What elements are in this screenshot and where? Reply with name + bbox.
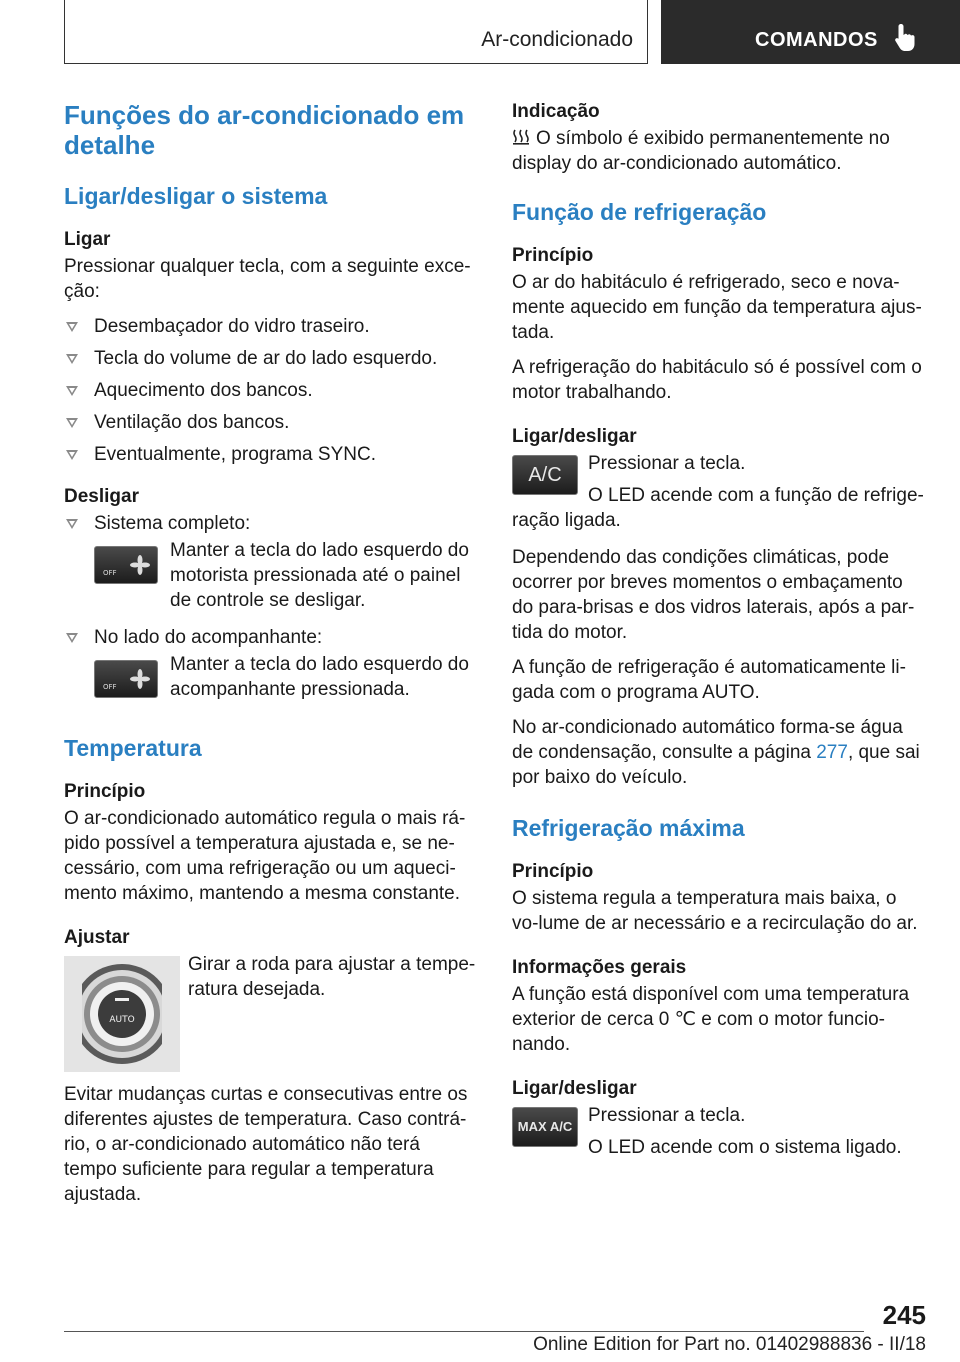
- triangle-bullet-icon: [66, 418, 78, 428]
- paragraph-temp-principle: O ar-condicionado automático regula o mais rá-pido possível a temperatura ajustada e, se ne-cessário, com uma refrigeração ou um aqueci-mento máximo, mantendo a mesma constante.: [64, 808, 466, 904]
- chapter-title: COMANDOS: [755, 29, 878, 51]
- section-heading-max-cooling: Refrigeração máxima: [512, 815, 745, 841]
- svg-text:AUTO: AUTO: [109, 1015, 135, 1025]
- max-press-text: Pressionar a tecla.: [588, 1105, 746, 1126]
- subheading-principle: Princípio: [64, 781, 146, 802]
- subheading-principle: Princípio: [512, 245, 594, 266]
- subheading-off: Desligar: [64, 486, 139, 507]
- triangle-bullet-icon: [66, 450, 78, 460]
- section-title: Ar-condicionado: [481, 28, 633, 51]
- list-item: Tecla do volume de ar do lado esquerdo.: [64, 346, 476, 371]
- temperature-knob-image: [64, 956, 180, 1072]
- svg-text:OFF: OFF: [103, 683, 117, 691]
- ac-key-image: A/C: [512, 455, 578, 495]
- section-heading-cooling: Função de refrigeração: [512, 199, 767, 225]
- paragraph-indication: O símbolo é exibido permanentemente no display do ar-condicionado automático.: [512, 128, 890, 174]
- right-column: [512, 100, 924, 1163]
- triangle-bullet-icon: [66, 386, 78, 396]
- list-item: Aquecimento dos bancos.: [64, 378, 476, 403]
- exceptions-list: [64, 314, 476, 467]
- section-heading-system: Ligar/desligar o sistema: [64, 183, 328, 209]
- max-ac-key-figure: [512, 1103, 924, 1163]
- paragraph-cool-principle-1: O ar do habitáculo é refrigerado, seco e nova-mente aquecido em função da temperatura ajus-tada.: [512, 272, 922, 343]
- chapter-tab: [661, 0, 960, 64]
- page-title: Funções do ar-condicionado em detalhe: [64, 100, 465, 160]
- triangle-bullet-icon: [66, 354, 78, 364]
- ac-press-text: Pressionar a tecla.: [588, 453, 746, 474]
- paragraph-max-info: A função está disponível com uma temperatura exterior de cerca 0 ℃ e com o motor funcio-nando.: [512, 984, 910, 1055]
- edition-footer: Online Edition for Part no. 01402988836 - II/18: [533, 1334, 926, 1355]
- list-item: Sistema completo: OFF Manter a tecla do lado esquerdo do motorista pressionada até o painel de controle se desligar.: [64, 511, 476, 618]
- subheading-onoff: Ligar/desligar: [512, 426, 637, 447]
- page-number: 245: [882, 1300, 926, 1330]
- cooling-wave-icon: [512, 129, 530, 145]
- paragraph-cool-3: Dependendo das condições climáticas, pode ocorrer por breves momentos o embaçamento do para-brisas e dos vidros laterais, após a par-tida do motor.: [512, 547, 915, 643]
- off-driver-figure: [94, 542, 476, 618]
- subheading-adjust: Ajustar: [64, 927, 130, 948]
- subheading-info: Informações gerais: [512, 957, 687, 978]
- subheading-principle: Princípio: [512, 861, 594, 882]
- triangle-bullet-icon: [66, 633, 78, 643]
- adjust-text: Girar a roda para ajustar a tempe-ratura desejada.: [188, 954, 476, 1000]
- paragraph-cool-principle-2: A refrigeração do habitáculo só é possível com o motor trabalhando.: [512, 357, 922, 403]
- list-item: Desembaçador do vidro traseiro.: [64, 314, 476, 339]
- fan-off-icon: [95, 547, 157, 583]
- paragraph-max-principle: O sistema regula a temperatura mais baixa, o vo-lume de ar necessário e a recirculação do ar.: [512, 888, 918, 934]
- ac-key-figure: [512, 451, 924, 535]
- triangle-bullet-icon: [66, 519, 78, 529]
- hand-pointer-icon: [893, 22, 919, 54]
- off-driver-text: Manter a tecla do lado esquerdo do motorista pressionada até o painel de controle se desligar.: [170, 540, 469, 611]
- adjust-figure: [64, 954, 476, 1082]
- off-list: [64, 511, 476, 712]
- left-column: [64, 100, 476, 1217]
- subheading-on: Ligar: [64, 229, 111, 250]
- list-item: Eventualmente, programa SYNC.: [64, 442, 476, 467]
- max-led-text: O LED acende com o sistema ligado.: [588, 1137, 902, 1158]
- paragraph-on: Pressionar qualquer tecla, com a seguinte exce-ção:: [64, 256, 471, 302]
- max-ac-key-image: MAX A/C: [512, 1107, 578, 1147]
- page-reference-link[interactable]: 277: [816, 742, 848, 763]
- ac-led-text-1: O LED acende com a função de refrige-: [588, 485, 924, 506]
- header-section-box: [64, 0, 648, 64]
- fan-off-icon: [95, 661, 157, 697]
- paragraph-cool-5: No ar-condicionado automático forma-se água de condensação, consulte a página 277, que sai por baixo do veículo.: [512, 717, 920, 788]
- ac-led-text-2: ração ligada.: [512, 510, 621, 531]
- paragraph-cool-4: A função de refrigeração é automaticamente li-gada com o programa AUTO.: [512, 657, 906, 703]
- off-fan-key-image: [94, 660, 158, 698]
- section-heading-temperature: Temperatura: [64, 735, 202, 761]
- paragraph-temp-note: Evitar mudanças curtas e consecutivas entre os diferentes ajustes de temperatura. Caso contrá-rio, o ar-condicionado automático não terá tempo suficiente para regular a temperatura ajustada.: [64, 1084, 468, 1205]
- off-fan-key-image: [94, 546, 158, 584]
- list-item: Ventilação dos bancos.: [64, 410, 476, 435]
- off-passenger-figure: [94, 656, 476, 712]
- off-passenger-text: Manter a tecla do lado esquerdo do acompanhante pressionada.: [170, 654, 469, 700]
- subheading-indication: Indicação: [512, 101, 600, 122]
- triangle-bullet-icon: [66, 322, 78, 332]
- subheading-onoff: Ligar/desligar: [512, 1078, 637, 1099]
- footer-divider: [64, 1331, 864, 1332]
- temperature-wheel-icon: [64, 956, 180, 1072]
- svg-text:OFF: OFF: [103, 569, 117, 577]
- list-item: No lado do acompanhante: OFF Manter a tecla do lado esquerdo do acompanhante pressionada.: [64, 625, 476, 712]
